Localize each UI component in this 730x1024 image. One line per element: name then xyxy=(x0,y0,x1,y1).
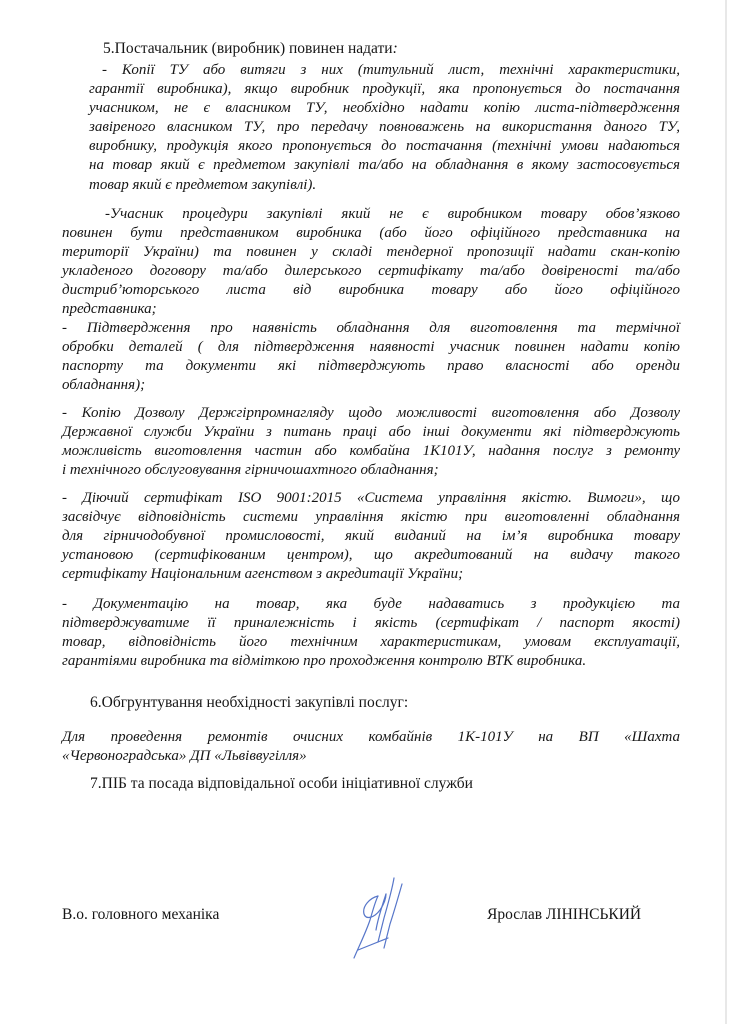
signatory-position: В.о. головного механіка xyxy=(62,906,220,923)
section-7-heading: 7.ПІБ та посада відповідальної особи ініціативної служби xyxy=(90,775,473,792)
scan-edge-shadow xyxy=(725,0,727,1024)
item-4-line-1: - Копію Дозволу Держгірпромнагляду щодо можливості виготовлення або Дозволу xyxy=(62,405,680,421)
item-1-line-2: гарантії виробника), якщо виробник продукції, яка пропонується до постачання xyxy=(89,81,680,98)
requirement-item-3 xyxy=(62,319,680,395)
item-1-line-3: учасником, не є власником ТУ, необхідно надати копію листа-підтвердження xyxy=(89,100,680,117)
item-2-line-4: укладеного договору та/або дилерського сертифікату та/або довіреності та/або xyxy=(62,263,680,280)
handwritten-signature xyxy=(348,872,428,962)
signatory-name: Ярослав ЛІНІНСЬКИЙ xyxy=(487,906,642,923)
item-5-line-1: - Діючий сертифікат ISO 9001:2015 «Система управління якістю. Вимоги», що xyxy=(62,490,680,506)
item-1-line-7: товар який є предметом закупівлі). xyxy=(89,176,317,193)
requirement-item-4 xyxy=(62,404,680,480)
item-2-line-6: представника; xyxy=(62,301,157,318)
item-6-line-3: товар, відповідність його технічним характеристикам, умовам експлуатації, xyxy=(62,634,680,651)
requirement-item-6 xyxy=(62,595,680,671)
requirement-item-1 xyxy=(89,61,680,195)
item-3-line-4: обладнання); xyxy=(62,377,146,394)
item-4-line-3: можливість виготовлення частин або комбайна 1К101У, надання послуг з ремонту xyxy=(62,443,680,460)
section-5-heading-colon: : xyxy=(392,40,398,57)
item-6-line-2: підтверджуватиме її приналежність і якість (сертифікат / паспорт якості) xyxy=(62,615,680,632)
item-2-line-3: території України) та повинен у складі тендерної пропозиції надати скан-копію xyxy=(62,244,680,261)
item-1-line-4: завіреного власником ТУ, про передачу повноважень на використання даного ТУ, xyxy=(89,119,680,136)
item-5-line-2: засвідчує відповідність системи управління якістю при виготовленні обладнання xyxy=(62,509,680,526)
item-2-line-1: -Учасник процедури закупівлі який не є виробником товару обов’язково xyxy=(105,206,680,222)
item-4-line-4: і технічного обслуговування гірничошахтного обладнання; xyxy=(62,462,439,479)
section-6-line-2: «Червоноградська» ДП «Львіввугілля» xyxy=(62,748,307,765)
item-6-line-1: - Документацію на товар, яка буде надаватись з продукцією та xyxy=(62,596,680,612)
item-2-line-2: повинен бути представником виробника (або його офіційного представника на xyxy=(62,225,680,242)
section-6-line-1: Для проведення ремонтів очисних комбайнів 1К-101У на ВП «Шахта xyxy=(62,729,680,745)
item-1-line-1: - Копії ТУ або витяги з них (титульний лист, технічні характеристики, xyxy=(102,62,680,78)
requirement-item-2 xyxy=(62,205,680,320)
section-6-heading: 6.Обгрунтування необхідності закупівлі послуг: xyxy=(90,694,409,711)
requirement-item-5 xyxy=(62,489,680,584)
item-5-line-4: установою (сертифікованим центром), що акредитований на видачу такого xyxy=(62,547,680,564)
item-4-line-2: Державної служби України з питань праці або інші документи які підтверджують xyxy=(62,424,680,441)
item-2-line-5: дистриб’юторського листа від виробника товару або його офіційного xyxy=(62,282,680,299)
item-5-line-3: для гірничодобувної промисловості, який виданий на ім’я виробника товару xyxy=(62,528,680,545)
section-5-heading xyxy=(103,40,398,58)
item-3-line-3: паспорту та документи які підтверджують право власності або оренди xyxy=(62,358,680,375)
section-6-body xyxy=(62,728,680,766)
item-3-line-1: - Підтвердження про наявність обладнання для виготовлення та термічної xyxy=(62,320,680,336)
item-1-line-6: на товар який є предметом закупівлі та/або на обладнання в якому застосовується xyxy=(89,157,680,174)
item-6-line-4: гарантіями виробника та відміткою про проходження контролю ВТК виробника. xyxy=(62,653,587,670)
item-3-line-2: обробки деталей ( для підтвердження наявності учасник повинен надати копію xyxy=(62,339,680,356)
section-5-heading-text: 5.Постачальник (виробник) повинен надати xyxy=(103,40,393,57)
item-1-line-5: виробнику, продукція якого пропонується до постачання (технічні умови надаються xyxy=(89,138,680,155)
item-5-line-5: сертифікату Національним агенством з акредитації України; xyxy=(62,566,464,583)
